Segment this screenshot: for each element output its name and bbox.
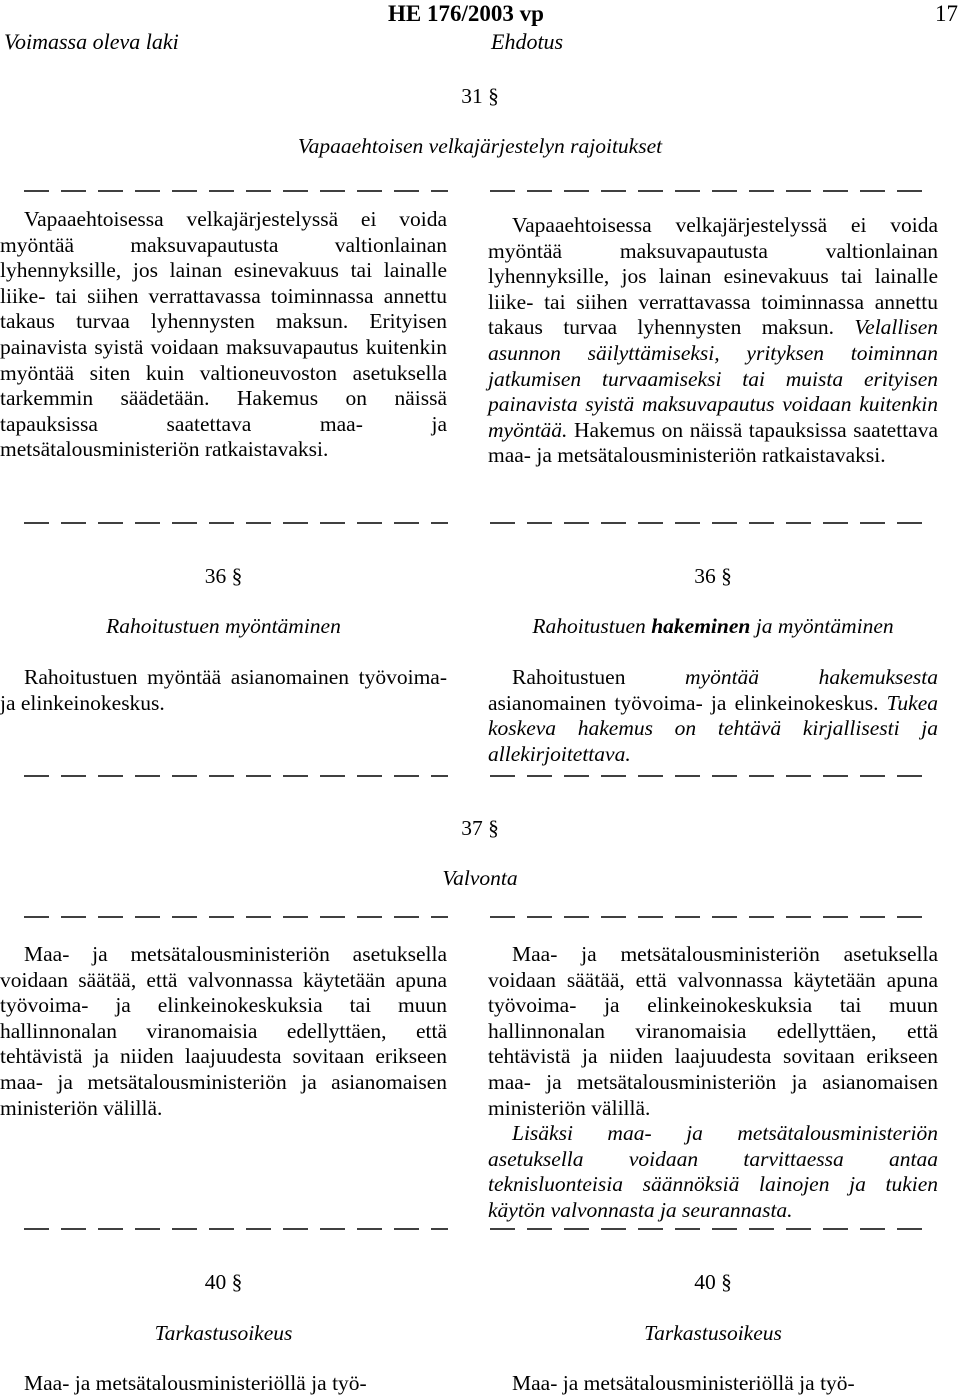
omission-dashes [24, 188, 448, 194]
section-40-proposal-number: 40 § [694, 1270, 732, 1294]
section-31-proposal-text: Vapaaehtoisessa velkajärjestelyssä ei voida myöntää maksuvapautusta valtionlainan lyhennyksille, jos lainan esinevakuus tai lainalle liike- tai siihen verrattavassa toiminnassa annettu takaus turvaa lyhennysten maksun. Velallisen asunnon säilyttämiseksi, yrityksen toiminnan jatkumisen turvaamiseksi tai muista erityisen painavista syistä maksuvapautus voidaan kuitenkin myöntää. Hakemus on näissä tapauksissa saatettava maa- ja metsätalousministeriön ratkaistavaksi. [488, 213, 939, 468]
section-40-proposal-text: Maa- ja metsätalousministeriöllä ja työ- [512, 1371, 855, 1395]
left-column-title: Voimassa oleva laki [4, 29, 179, 54]
section-36-proposal-title: Rahoitustuen hakeminen ja myöntäminen [532, 614, 894, 638]
omission-dashes [490, 914, 926, 920]
section-36-current-text: Rahoitustuen myöntää asianomainen työvoima- ja elinkeinokeskus. [0, 665, 447, 715]
right-column-title: Ehdotus [491, 29, 564, 54]
section-37-proposal-amendment: Lisäksi maa- ja metsätalousministeriön asetuksella voidaan tarvittaessa antaa teknisluonteisia säännöksiä lainojen ja tukien käytön valvonnasta ja seurannasta. [488, 1121, 938, 1222]
section-37-number: 37 § [461, 816, 499, 840]
page-number: 17 [935, 1, 958, 26]
omission-dashes [24, 520, 448, 526]
section-37-title: Valvonta [442, 866, 518, 890]
section-31-proposal-amendment: Velallisen asunnon säilyttämiseksi, yrityksen toiminnan jatkumisen turvaamiseksi tai muista erityisen painavista syistä maksuvapautus voidaan kuitenkin myöntää. [488, 315, 939, 442]
omission-dashes [490, 188, 926, 194]
omission-dashes [24, 914, 448, 920]
section-40-current-text: Maa- ja metsätalousministeriöllä ja työ- [24, 1371, 367, 1395]
section-31-title: Vapaaehtoisen velkajärjestelyn rajoitukset [297, 134, 663, 158]
section-40-current-title: Tarkastusoikeus [154, 1321, 293, 1345]
omission-dashes [24, 773, 448, 779]
section-40-proposal-title: Tarkastusoikeus [644, 1321, 782, 1345]
omission-dashes [24, 1226, 448, 1232]
document-id: HE 176/2003 vp [388, 1, 544, 26]
section-36-proposal-text: Rahoitustuen myöntää hakemuksesta asianomainen työvoima- ja elinkeinokeskus. Tukea koskeva hakemus on tehtävä kirjallisesti ja allekirjoitettava. [488, 665, 939, 766]
section-31-number: 31 § [461, 84, 499, 108]
section-36-current-title: Rahoitustuen myöntäminen [106, 614, 341, 638]
section-37-proposal-text: Maa- ja metsätalousministeriön asetuksella voidaan säätää, että valvonnassa käytetään apuna työvoima- ja elinkeinokeskuksia tai muun hallinnonalan viranomaisia edellyttäen, että tehtävistä ja niiden laajuudesta sovitaan erikseen maa- ja metsätalousministeriön ja asianomaisen ministeriön välillä. [488, 942, 938, 1120]
section-36-current-number: 36 § [204, 564, 243, 588]
omission-dashes [490, 1226, 926, 1232]
section-31-current-text: Vapaaehtoisessa velkajärjestelyssä ei voida myöntää maksuvapautusta valtionlainan lyhennyksille, jos lainan esinevakuus tai lainalle liike- tai siihen verrattavassa toiminnassa annettu takaus turvaa lyhennysten maksun. Erityisen painavista syistä voidaan maksuvapautus kuitenkin myöntää siten kuin valtioneuvoston asetuksella tarkemmin säädetään. Hakemus on näissä tapauksissa saatettava maa- ja metsätalousministeriön ratkaistavaksi. [0, 207, 447, 462]
section-40-current-number: 40 § [204, 1270, 243, 1294]
omission-dashes [490, 773, 926, 779]
section-36-proposal-number: 36 § [694, 564, 732, 588]
omission-dashes [490, 520, 926, 526]
section-37-current-text: Maa- ja metsätalousministeriön asetuksella voidaan säätää, että valvonnassa käytetään apuna työvoima- ja elinkeinokeskuksia tai muun hallinnonalan viranomaisia edellyttäen, että tehtävistä ja niiden laajuudesta sovitaan erikseen maa- ja metsätalousministeriön ja asianomaisen ministeriön välillä. [0, 942, 447, 1120]
